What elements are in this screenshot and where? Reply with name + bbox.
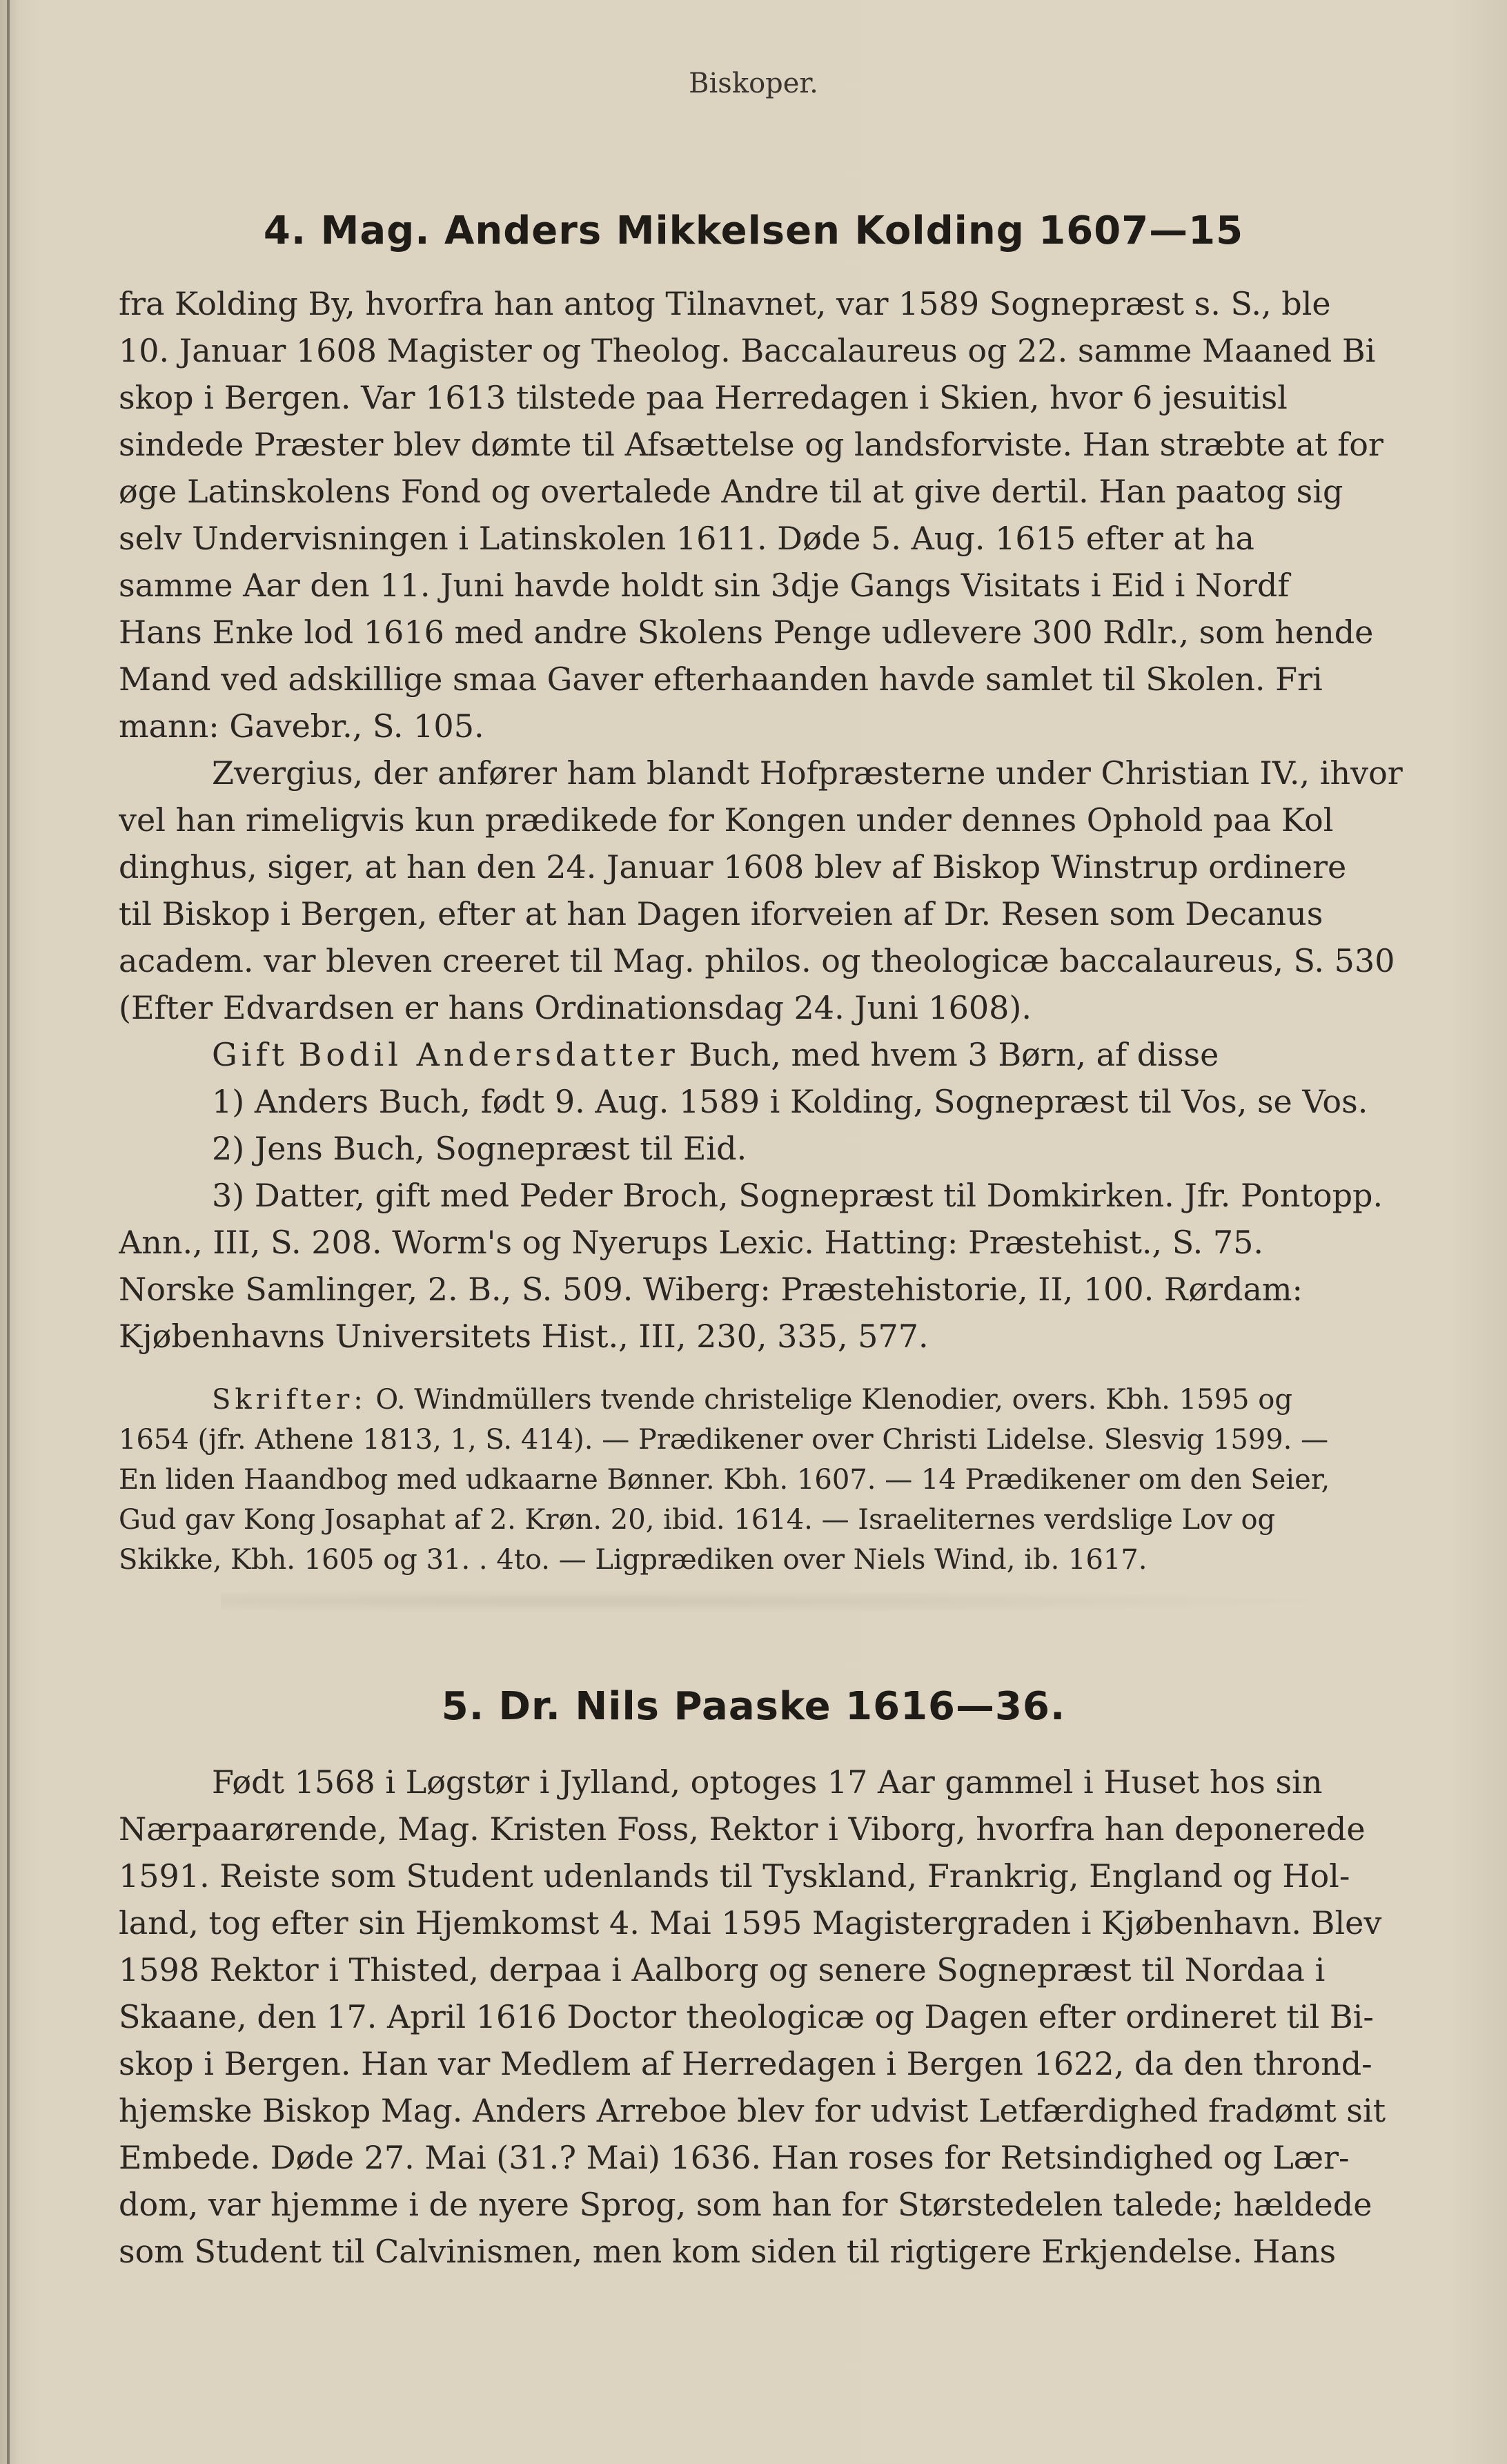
text-line: skop i Bergen. Han var Medlem af Herredagen i Bergen 1622, da den thrond- bbox=[119, 2045, 1372, 2082]
text-line: Zvergius, der anfører ham blandt Hofpræsterne under Christian IV., ihvor bbox=[212, 754, 1403, 792]
child-item: 1) Anders Buch, født 9. Aug. 1589 i Kolding, Sognepræst til Vos, se Vos. bbox=[212, 1083, 1368, 1120]
page-edge-shadow bbox=[7, 0, 10, 2464]
text-line: Embede. Døde 27. Mai (31.? Mai) 1636. Han roses for Retsindighed og Lær- bbox=[119, 2139, 1350, 2176]
text-line: øge Latinskolens Fond og overtalede Andre til at give dertil. Han paatog sig bbox=[119, 473, 1343, 510]
text-line: hjemske Biskop Mag. Anders Arreboe blev for udvist Letfærdighed fradømt sit bbox=[119, 2092, 1386, 2129]
reference-line: Kjøbenhavns Universitets Hist., III, 230, 335, 577. bbox=[119, 1318, 929, 1355]
text-line: som Student til Calvinismen, men kom siden til rigtigere Erkjendelse. Hans bbox=[119, 2233, 1337, 2270]
text-line: Nærpaarørende, Mag. Kristen Foss, Rektor i Viborg, hvorfra han deponerede bbox=[119, 1810, 1366, 1848]
text-line: samme Aar den 11. Juni havde holdt sin 3dje Gangs Visitats i Eid i Nordf bbox=[119, 567, 1290, 604]
spouse-name: Bodil Andersdatter bbox=[298, 1036, 679, 1073]
writings-line bbox=[119, 1380, 1437, 1420]
reference-line: Ann., III, S. 208. Worm's og Nyerups Lexic. Hatting: Præstehist., S. 75. bbox=[119, 1224, 1264, 1261]
text-line: skop i Bergen. Var 1613 tilstede paa Herredagen i Skien, hvor 6 jesuitisl bbox=[119, 379, 1288, 416]
text-line: land, tog efter sin Hjemkomst 4. Mai 1595 Magistergraden i Kjøbenhavn. Blev bbox=[119, 1904, 1382, 1942]
child-item: 2) Jens Buch, Sognepræst til Eid. bbox=[212, 1130, 747, 1167]
text-line: vel han rimeligvis kun prædikede for Kongen under dennes Ophold paa Kol bbox=[119, 801, 1334, 839]
text-line: Hans Enke lod 1616 med andre Skolens Penge udlevere 300 Rdlr., som hende bbox=[119, 614, 1374, 651]
section-title-kolding: 4. Mag. Anders Mikkelsen Kolding 1607—15 bbox=[263, 208, 1244, 253]
text-line: 1591. Reiste som Student udenlands til Tyskland, Frankrig, England og Hol- bbox=[119, 1857, 1350, 1895]
text-line: dom, var hjemme i de nyere Sprog, som han for Størstedelen talede; hældede bbox=[119, 2186, 1372, 2223]
gift-label: Gift bbox=[212, 1036, 288, 1073]
text-line: (Efter Edvardsen er hans Ordinationsdag 24. Juni 1608). bbox=[119, 989, 1032, 1026]
writings-line: Gud gav Kong Josaphat af 2. Krøn. 20, ibid. 1614. — Israeliternes verdslige Lov og bbox=[119, 1504, 1276, 1536]
writings-line: 1654 (jfr. Athene 1813, 1, S. 414). — Prædikener over Christi Lidelse. Slesvig 1599. — bbox=[119, 1424, 1329, 1456]
text-line: til Biskop i Bergen, efter at han Dagen iforveien af Dr. Resen som Decanus bbox=[119, 895, 1323, 932]
ink-smudge bbox=[221, 1587, 1463, 1615]
text-line: selv Undervisningen i Latinskolen 1611. Døde 5. Aug. 1615 efter at ha bbox=[119, 520, 1254, 557]
text-line: Født 1568 i Løgstør i Jylland, optoges 17 Aar gammel i Huset hos sin bbox=[212, 1763, 1323, 1801]
writings-line: Skikke, Kbh. 1605 og 31. . 4to. — Ligprædiken over Niels Wind, ib. 1617. bbox=[119, 1544, 1148, 1576]
text-line: 1598 Rektor i Thisted, derpaa i Aalborg og senere Sognepræst til Nordaa i bbox=[119, 1951, 1326, 1988]
text-line: mann: Gavebr., S. 105. bbox=[119, 707, 484, 745]
text-line: Skaane, den 17. April 1616 Doctor theologicæ og Dagen efter ordineret til Bi- bbox=[119, 1998, 1374, 2035]
reference-line: Norske Samlinger, 2. B., S. 509. Wiberg: Præstehistorie, II, 100. Rørdam: bbox=[119, 1271, 1303, 1308]
section-title-paaske: 5. Dr. Nils Paaske 1616—36. bbox=[441, 1684, 1066, 1729]
text-line: fra Kolding By, hvorfra han antog Tilnavnet, var 1589 Sognepræst s. S., ble bbox=[119, 285, 1331, 322]
writings-line: En liden Haandbog med udkaarne Bønner. Kbh. 1607. — 14 Prædikener om den Seier, bbox=[119, 1464, 1330, 1496]
text-line: 10. Januar 1608 Magister og Theolog. Baccalaureus og 22. samme Maaned Bi bbox=[119, 332, 1376, 369]
child-item: 3) Datter, gift med Peder Broch, Sognepræst til Domkirken. Jfr. Pontopp. bbox=[212, 1177, 1383, 1214]
running-header: Biskoper. bbox=[689, 68, 818, 99]
writings-text: O. Windmüllers tvende christelige Klenodier, overs. Kbh. 1595 og bbox=[375, 1384, 1292, 1416]
text-line: dinghus, siger, at han den 24. Januar 1608 blev af Biskop Winstrup ordinere bbox=[119, 848, 1347, 886]
marriage-details: Buch, med hvem 3 Børn, af disse bbox=[689, 1036, 1219, 1073]
marriage-line bbox=[119, 1031, 1437, 1078]
text-line: academ. var bleven creeret til Mag. philos. og theologicæ baccalaureus, S. 530 bbox=[119, 942, 1395, 979]
writings-label: Skrifter: bbox=[212, 1384, 367, 1416]
text-line: Mand ved adskillige smaa Gaver efterhaanden havde samlet til Skolen. Fri bbox=[119, 661, 1323, 698]
text-line: sindede Præster blev dømte til Afsættelse og landsforviste. Han stræbte at for bbox=[119, 426, 1383, 463]
